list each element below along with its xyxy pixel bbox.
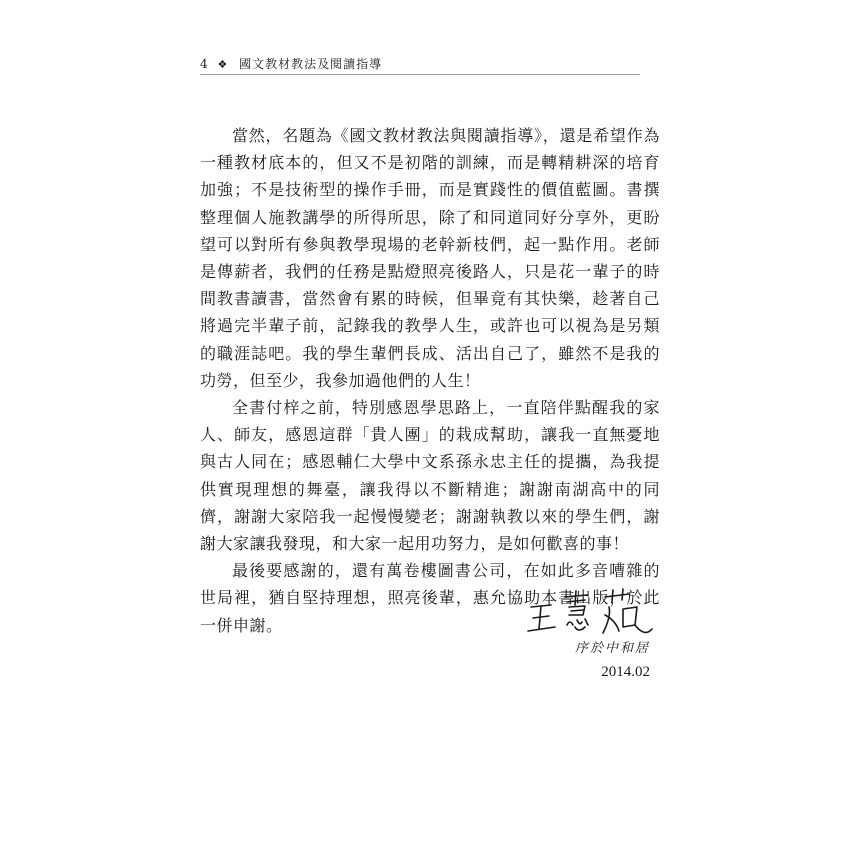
signature-place: 序於中和居 bbox=[574, 641, 650, 656]
preface-body bbox=[200, 122, 660, 639]
handwritten-signature bbox=[525, 585, 655, 645]
header-divider bbox=[200, 74, 640, 75]
signature-date: 2014.02 bbox=[601, 664, 650, 680]
book-title: 國文教材教法及閱讀指導 bbox=[239, 57, 383, 71]
paragraph-2: 全書付梓之前，特別感恩學思路上，一直陪伴點醒我的家人、師友，感恩這群「貴人團」的栽成幫助，讓我一直無憂地與古人同在；感恩輔仁大學中文系孫永忠主任的提攜，為我提供實現理想的舞臺，讓我得以不斷精進；謝謝南湖高中的同儕，謝謝大家陪我一起慢慢變老；謝謝執教以來的學生們，謝謝大家讓我發現，和大家一起用功努力，是如何歡喜的事！ bbox=[200, 398, 660, 554]
diamond-icon: ❖ bbox=[217, 58, 229, 71]
paragraph-1: 當然，名題為《國文教材教法與閱讀指導》，還是希望作為一種教材底本的，但又不是初階的訓練，而是轉精耕深的培育加強；不是技術型的操作手冊，而是實踐性的價值藍圖。書撰整理個人施教講學的所得所思，除了和同道同好分享外，更盼望可以對所有參與教學現場的老幹新枝們，起一點作用。老師是傳薪者，我們的任務是點燈照亮後路人，只是花一輩子的時間教書讀書，當然會有累的時候，但畢竟有其快樂，趁著自己將過完半輩子前，記錄我的教學人生，或許也可以視為是另類的職涯誌吧。我的學生輩們長成、活出自己了，雖然不是我的功勞，但至少，我參加過他們的人生！ bbox=[200, 126, 660, 390]
paragraph-3: 最後要感謝的，還有萬卷樓圖書公司，在如此多音嘈雜的世局裡，猶自堅持理想，照亮後輩，惠允協助本書出版，於此一併申謝。 bbox=[200, 561, 660, 635]
page-number: 4 bbox=[200, 57, 209, 71]
running-header bbox=[200, 54, 640, 74]
